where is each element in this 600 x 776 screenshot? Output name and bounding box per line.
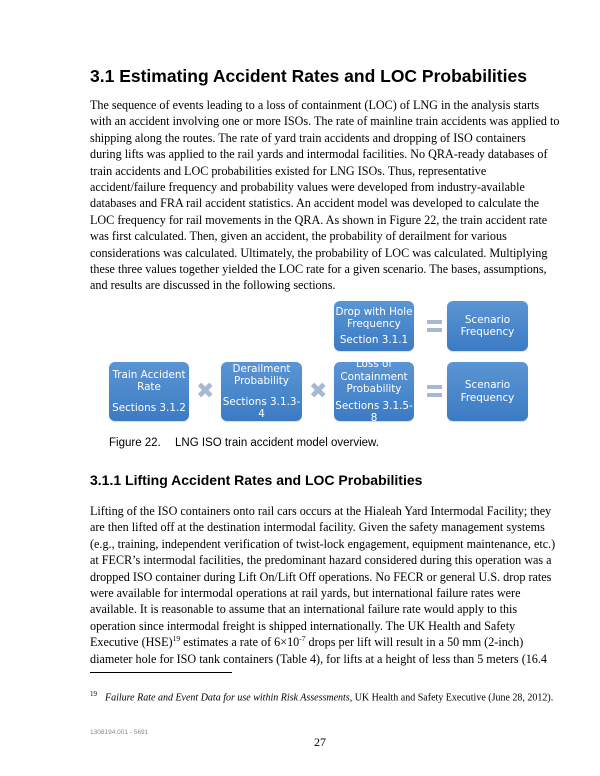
text-line: available. It is reasonable to assume that an international failure rate would apply to this <box>90 602 518 617</box>
text-line: at FECR’s intermodal facilities, the predominant hazard considered during this operation was a <box>90 553 552 568</box>
text-line: were available for intermodal operations at rail yards, but international failure rates were <box>90 586 521 601</box>
text-fragment: drops per lift will result in a 50 mm (2-inch) <box>305 635 524 650</box>
text-line: operation since intermodal freight is shipped internationally. The UK Health and Safety <box>90 618 516 633</box>
text-fragment: Executive (HSE) <box>90 635 173 650</box>
box-label: Scenario <box>464 379 511 391</box>
box-reference: Sections 3.1.3-4 <box>222 395 301 420</box>
lifting-paragraph <box>90 503 556 667</box>
box-label: Frequency <box>347 318 401 331</box>
derailment-probability-box <box>221 362 302 421</box>
text-line: considerations was calculated. Ultimately, the probability of LOC was calculated. Multiplying <box>90 245 548 260</box>
text-line: with an accident involving one or more ISOs. The rate of mainline train accidents was applied to <box>90 114 560 129</box>
box-label: Rate <box>137 381 161 394</box>
equals-icon <box>427 320 442 332</box>
text-line: diameter hole for ISO tank containers (Table 4), for lifts at a height of less than 5 meters (16.4 <box>90 651 547 666</box>
document-number: 1308194.001 - 5691 <box>90 729 149 736</box>
figure-caption <box>109 437 379 449</box>
text-line <box>90 634 528 650</box>
exponent: -7 <box>299 634 306 644</box>
train-accident-rate-box <box>109 362 189 421</box>
box-label: Frequency <box>460 326 515 338</box>
figure-number: Figure 22. <box>109 437 161 449</box>
section-heading: 3.1 Estimating Accident Rates and LOC Probabilities <box>90 66 527 86</box>
figure-caption-text: LNG ISO train accident model overview. <box>175 437 379 449</box>
box-label: Scenario <box>464 313 511 326</box>
multiply-icon: ✖ <box>309 379 328 404</box>
text-line: databases and FRA rail accident statistics. An accident model was developed to calculate the <box>90 196 540 211</box>
box-label: Derailment <box>232 362 291 375</box>
subsection-heading: 3.1.1 Lifting Accident Rates and LOC Probabilities <box>90 472 423 488</box>
text-line: accident/failure frequency and probability values were developed from industry-available <box>90 180 525 195</box>
scenario-frequency-box-top <box>447 301 528 351</box>
box-reference: Sections 3.1.2 <box>112 401 186 414</box>
box-label: Containment <box>340 370 408 383</box>
text-line: train accidents and LOC probabilities existed for LNG ISOs. Thus, representative <box>90 163 487 178</box>
text-line: (e.g., training, independent verification of twist-lock engagement, equipment maintenance, etc.) <box>90 536 556 551</box>
text-line: dropped ISO container during Lift On/Lift Off operations. No FECR or general U.S. drop rates <box>90 569 552 584</box>
box-label: Probability <box>346 383 402 396</box>
text-line: LOC frequency for rail movements in the QRA. As shown in Figure 22, the train accident rate <box>90 212 548 227</box>
footnote-text: , UK Health and Safety Executive (June 28, 2012). <box>349 692 554 704</box>
page-number: 27 <box>314 735 326 749</box>
footnote-reference: 19 <box>172 634 181 644</box>
footnote-divider <box>90 672 232 673</box>
text-line: are then lifted off at the destination intermodal facility. Given the safety management systems <box>90 520 545 535</box>
multiply-icon: ✖ <box>196 379 215 404</box>
equals-icon <box>427 385 442 397</box>
text-line: was first calculated. Then, given an accident, the probability of derailment for various <box>90 229 507 244</box>
box-reference: Section 3.1.1 <box>339 333 409 346</box>
footnote <box>90 690 553 703</box>
text-line: these three values together yielded the LOC rate for a given scenario. The bases, assumptions, <box>90 262 547 277</box>
footnote-number: 19 <box>90 690 97 698</box>
box-label: Train Accident <box>112 368 186 381</box>
box-label: Frequency <box>460 391 515 404</box>
footnote-title: Failure Rate and Event Data for use within Risk Assessments <box>105 692 350 704</box>
text-fragment: estimates a rate of 6×10 <box>180 635 300 650</box>
text-line: during lifts was applied to the rail yards and intermodal facilities. No QRA-ready databases of <box>90 147 548 162</box>
box-label: Probability <box>234 375 289 387</box>
text-line: and results are discussed in the following sections. <box>90 278 336 293</box>
box-label: Loss of <box>355 358 393 371</box>
text-line: Lifting of the ISO containers onto rail cars occurs at the Hialeah Yard Intermodal Facility; they <box>90 504 552 518</box>
scenario-frequency-box-bottom <box>447 362 528 421</box>
text-line: shipping along the routes. The rate of yard train accidents and dropping of ISO containers <box>90 130 526 145</box>
box-reference: Sections 3.1.5-8 <box>335 399 413 425</box>
drop-with-hole-frequency-box <box>334 301 414 351</box>
text-line: The sequence of events leading to a loss of containment (LOC) of LNG in the analysis starts <box>90 98 540 112</box>
loss-of-containment-probability-box <box>334 358 414 425</box>
box-label: Drop with Hole <box>335 305 413 318</box>
intro-paragraph <box>90 97 560 294</box>
